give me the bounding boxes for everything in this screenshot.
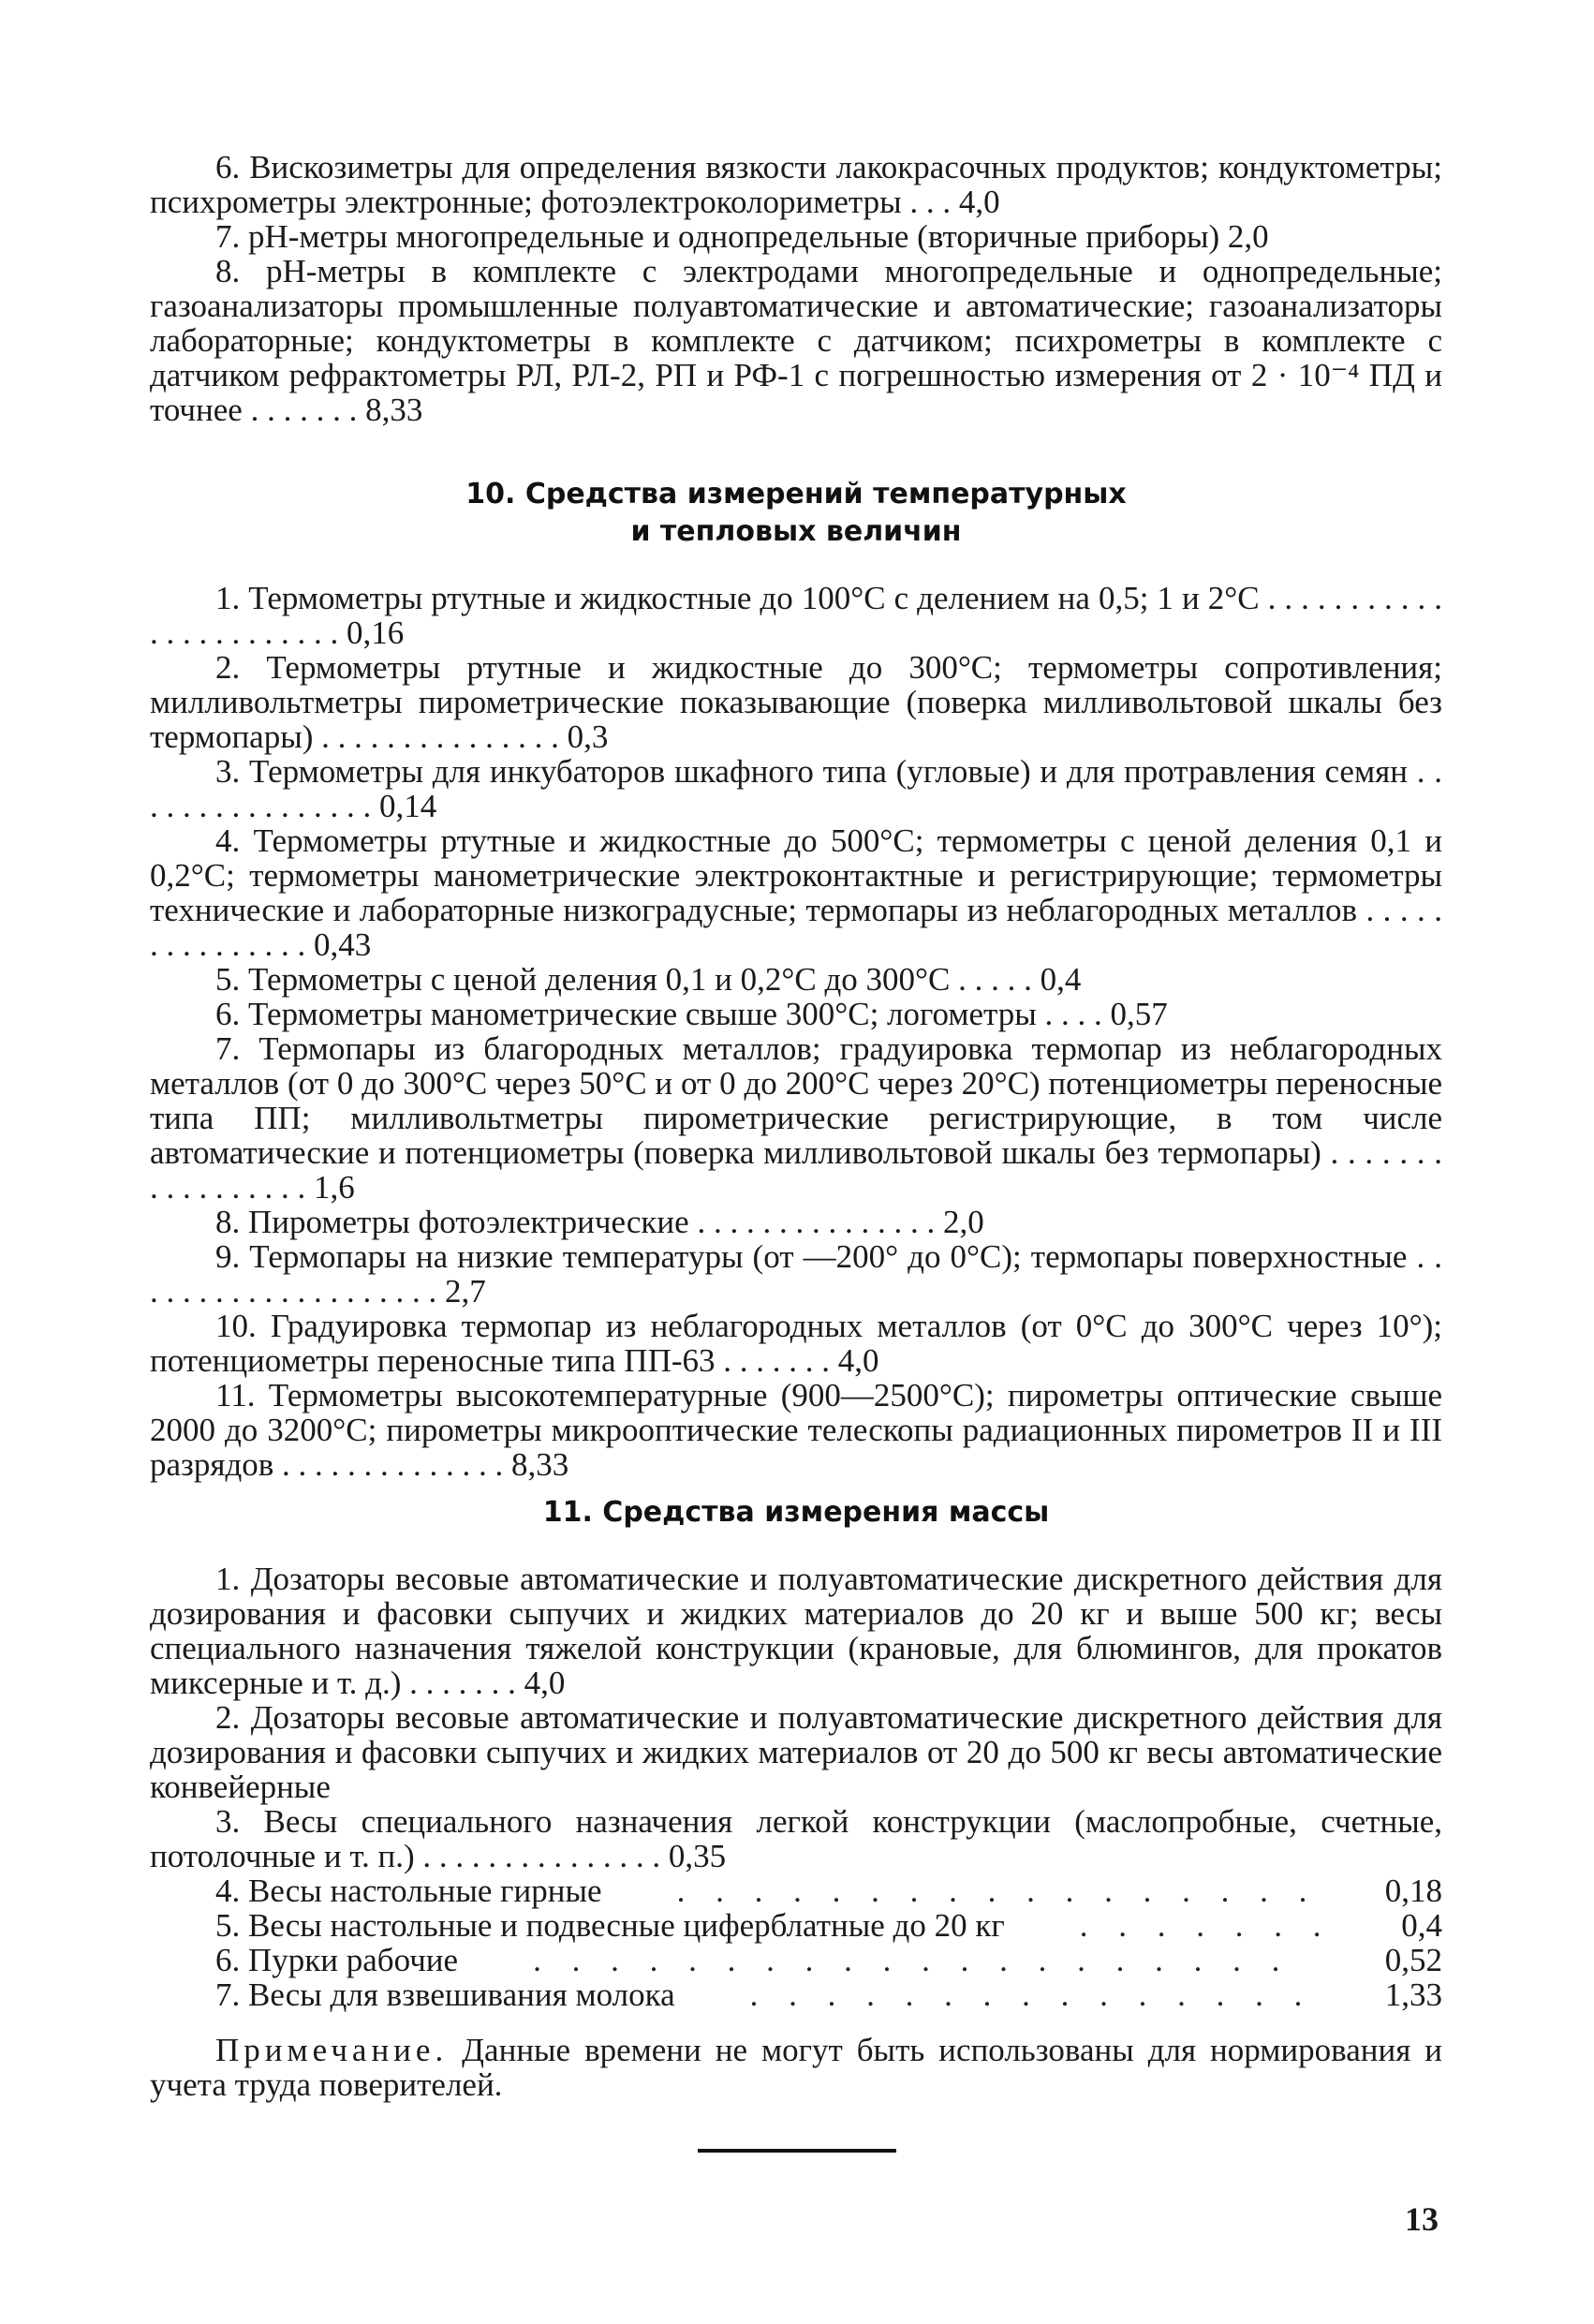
list-item	[150, 1977, 1442, 2012]
item-text: 6. Вискозиметры для определения вязкости лакокрасочных продуктов; кондуктометры; психрометры электронные; фотоэлектроколориметры	[150, 149, 1442, 220]
list-item	[150, 1031, 1442, 1205]
section-10-heading	[150, 476, 1442, 551]
item-value: 2,0	[1227, 218, 1269, 255]
list-item	[150, 1700, 1442, 1804]
item-value: 0,18	[1384, 1873, 1442, 1909]
item-value: 0,14	[379, 788, 437, 824]
list-item	[150, 1804, 1442, 1873]
list-item	[150, 219, 1442, 254]
item-dots: . . . . . . . . . . . . . . .	[321, 718, 559, 755]
item-value: 0,4	[1401, 1907, 1442, 1944]
item-value: 2,7	[445, 1273, 486, 1310]
item-value: 2,0	[942, 1204, 984, 1240]
list-item	[150, 997, 1442, 1031]
item-dots: . . . .	[1044, 996, 1102, 1032]
item-dots: . . .	[909, 184, 959, 220]
list-item	[150, 754, 1442, 823]
item-dots: . . . . . . .	[723, 1342, 831, 1379]
item-value: 1,6	[314, 1169, 355, 1206]
footnote-label: Примечание.	[215, 2032, 449, 2068]
item-text: 5. Весы настольные и подвесные циферблатные до 20 кг	[215, 1907, 1005, 1944]
item-dots: . . . . . . . . . . . . . . .	[422, 1838, 661, 1874]
list-item	[150, 254, 1442, 427]
divider	[698, 2149, 896, 2153]
list-item	[150, 962, 1442, 997]
top-block	[150, 150, 1442, 427]
item-text: 7. pH-метры многопредельные и однопредельные (вторичные приборы)	[215, 218, 1220, 255]
item-text: 8. Пирометры фотоэлектрические	[215, 1204, 689, 1240]
list-item	[150, 1205, 1442, 1239]
item-text: 3. Термометры для инкубаторов шкафного типа (угловые) и для протравления семян	[215, 753, 1408, 790]
item-value: 0,52	[1384, 1942, 1442, 1978]
section-10-title-line2: и тепловых величин	[630, 515, 962, 548]
item-text: 8. pH-метры в комплекте с электродами многопредельные и однопредельные; газоанализаторы промышленные полуавтоматические и автоматические; газоанализаторы лабораторные; кондуктометры в комплекте с датчиком; психрометры в комплекте с датчиком рефрактометры РЛ, РЛ-2, РП и РФ-1 с погрешностью измерения от 2 · 10⁻⁴ ПД и точнее	[150, 253, 1442, 428]
footnote	[150, 2033, 1442, 2102]
item-value: 0,43	[314, 926, 372, 963]
item-dots: . . . . . . . . . . . . . . . . .	[150, 1134, 1443, 1206]
section-11-heading	[150, 1494, 1442, 1532]
list-item	[150, 1378, 1442, 1482]
item-text: 3. Весы специального назначения легкой конструкции (маслопробные, счетные, потолочные и т. п.)	[150, 1803, 1442, 1874]
item-text: 9. Термопары на низкие температуры (от —200° до 0°C); термопары поверхностные	[215, 1238, 1408, 1275]
item-text: 4. Весы настольные гирные	[215, 1873, 602, 1909]
item-text: 2. Термометры ртутные и жидкостные до 300°C; термометры сопротивления; милливольтметры пирометрические показывающие (поверка милливольтовой шкалы без термопары)	[150, 649, 1442, 755]
list-item	[150, 1239, 1442, 1309]
item-dots: . . . . . . .	[250, 392, 366, 428]
list-item	[150, 823, 1442, 962]
item-value: 4,0	[958, 184, 1000, 220]
item-dots: . . . . . . . . . . . . . . .	[697, 1204, 936, 1240]
section-11-list	[150, 1562, 1442, 2102]
list-item	[150, 1908, 1442, 1943]
item-dots: . . . . . . . . . . . . . . . . . . . .	[150, 1238, 1443, 1310]
section-10-title-line1: 10. Средства измерений температурных	[465, 478, 1127, 511]
item-value: 4,0	[837, 1342, 879, 1379]
list-item	[150, 1309, 1442, 1378]
item-text: 6. Пурки рабочие	[215, 1942, 459, 1978]
item-value: 0,35	[668, 1838, 727, 1874]
item-dots	[612, 1873, 1310, 1908]
list-item	[150, 581, 1442, 650]
item-value: 0,16	[347, 614, 405, 651]
item-dots: . . . . . . . . . . . . . .	[282, 1446, 504, 1483]
item-text: 1. Дозаторы весовые автоматические и полуавтоматические дискретного действия для дозирования и фасовки сыпучих и жидких материалов до 20 кг и выше 500 кг; весы специального назначения тяжелой конструкции (крановые, для блюмингов, для прокатов миксерные и т. д.)	[150, 1561, 1442, 1701]
footnote-text: Данные времени не могут быть использованы для нормирования и учета труда поверителей.	[150, 2032, 1442, 2103]
item-text: 7. Термопары из благородных металлов; градуировка термопар из неблагородных металлов (от 0 до 300°C через 50°C и от 0 до 200°C через 20°C) потенциометры переносные типа ПП; милливольтметры пирометрические регистрирующие, в том числе автоматические и потенциометры (поверка милливольтовой шкалы без термопары)	[150, 1030, 1442, 1171]
item-text: 5. Термометры с ценой деления 0,1 и 0,2°C до 300°C	[215, 961, 951, 998]
item-dots: . . . . . . . . . . . . . . . .	[150, 753, 1443, 824]
item-value: 8,33	[511, 1446, 569, 1483]
item-dots: . . . . . . . . . . . . . . . . . . . . . . .	[150, 580, 1443, 651]
item-dots	[467, 1943, 1310, 1977]
item-value: 0,4	[1040, 961, 1082, 998]
item-text: 7. Весы для взвешивания молока	[215, 1976, 675, 2013]
item-text: 4. Термометры ртутные и жидкостные до 500°C; термометры с ценой деления 0,1 и 0,2°C; термометры манометрические электроконтактные и регистрирующие; термометры технические и лабораторные низкоградусные; термопары из неблагородных металлов	[150, 822, 1442, 928]
list-item	[150, 150, 1442, 219]
item-value: 0,3	[567, 718, 609, 755]
item-value: 0,57	[1110, 996, 1168, 1032]
item-text: 1. Термометры ртутные и жидкостные до 100°C с делением на 0,5; 1 и 2°C	[215, 580, 1260, 616]
item-dots	[685, 1977, 1310, 2012]
list-item	[150, 650, 1442, 754]
item-dots: . . . . . . .	[409, 1665, 516, 1701]
section-10-list	[150, 581, 1442, 1482]
list-item	[150, 1943, 1442, 1977]
item-text: 10. Градуировка термопар из неблагородных металлов (от 0°C до 300°C через 10°); потенциометры переносные типа ПП-63	[150, 1308, 1442, 1379]
item-dots: . . . . . . . . . . . . . . .	[150, 892, 1442, 963]
list-item	[150, 1562, 1442, 1700]
item-text: 11. Термометры высокотемпературные (900—2500°C); пирометры оптические свыше 2000 до 3200°C; пирометры микрооптические телескопы радиационных пирометров II и III разрядов	[150, 1377, 1442, 1483]
item-text: 6. Термометры манометрические свыше 300°C; логометры	[215, 996, 1037, 1032]
item-text: 2. Дозаторы весовые автоматические и полуавтоматические дискретного действия для дозирования и фасовки сыпучих и жидких материалов от 20 до 500 кг весы автоматические конвейерные	[150, 1699, 1442, 1805]
page-number: 13	[1405, 2200, 1439, 2238]
section-11-title: 11. Средства измерения массы	[542, 1496, 1050, 1529]
item-dots: . . . . .	[958, 961, 1032, 998]
item-value: 8,33	[365, 392, 423, 428]
item-dots	[1014, 1908, 1327, 1943]
list-item	[150, 1873, 1442, 1908]
item-value: 1,33	[1384, 1976, 1442, 2013]
item-value: 4,0	[524, 1665, 566, 1701]
